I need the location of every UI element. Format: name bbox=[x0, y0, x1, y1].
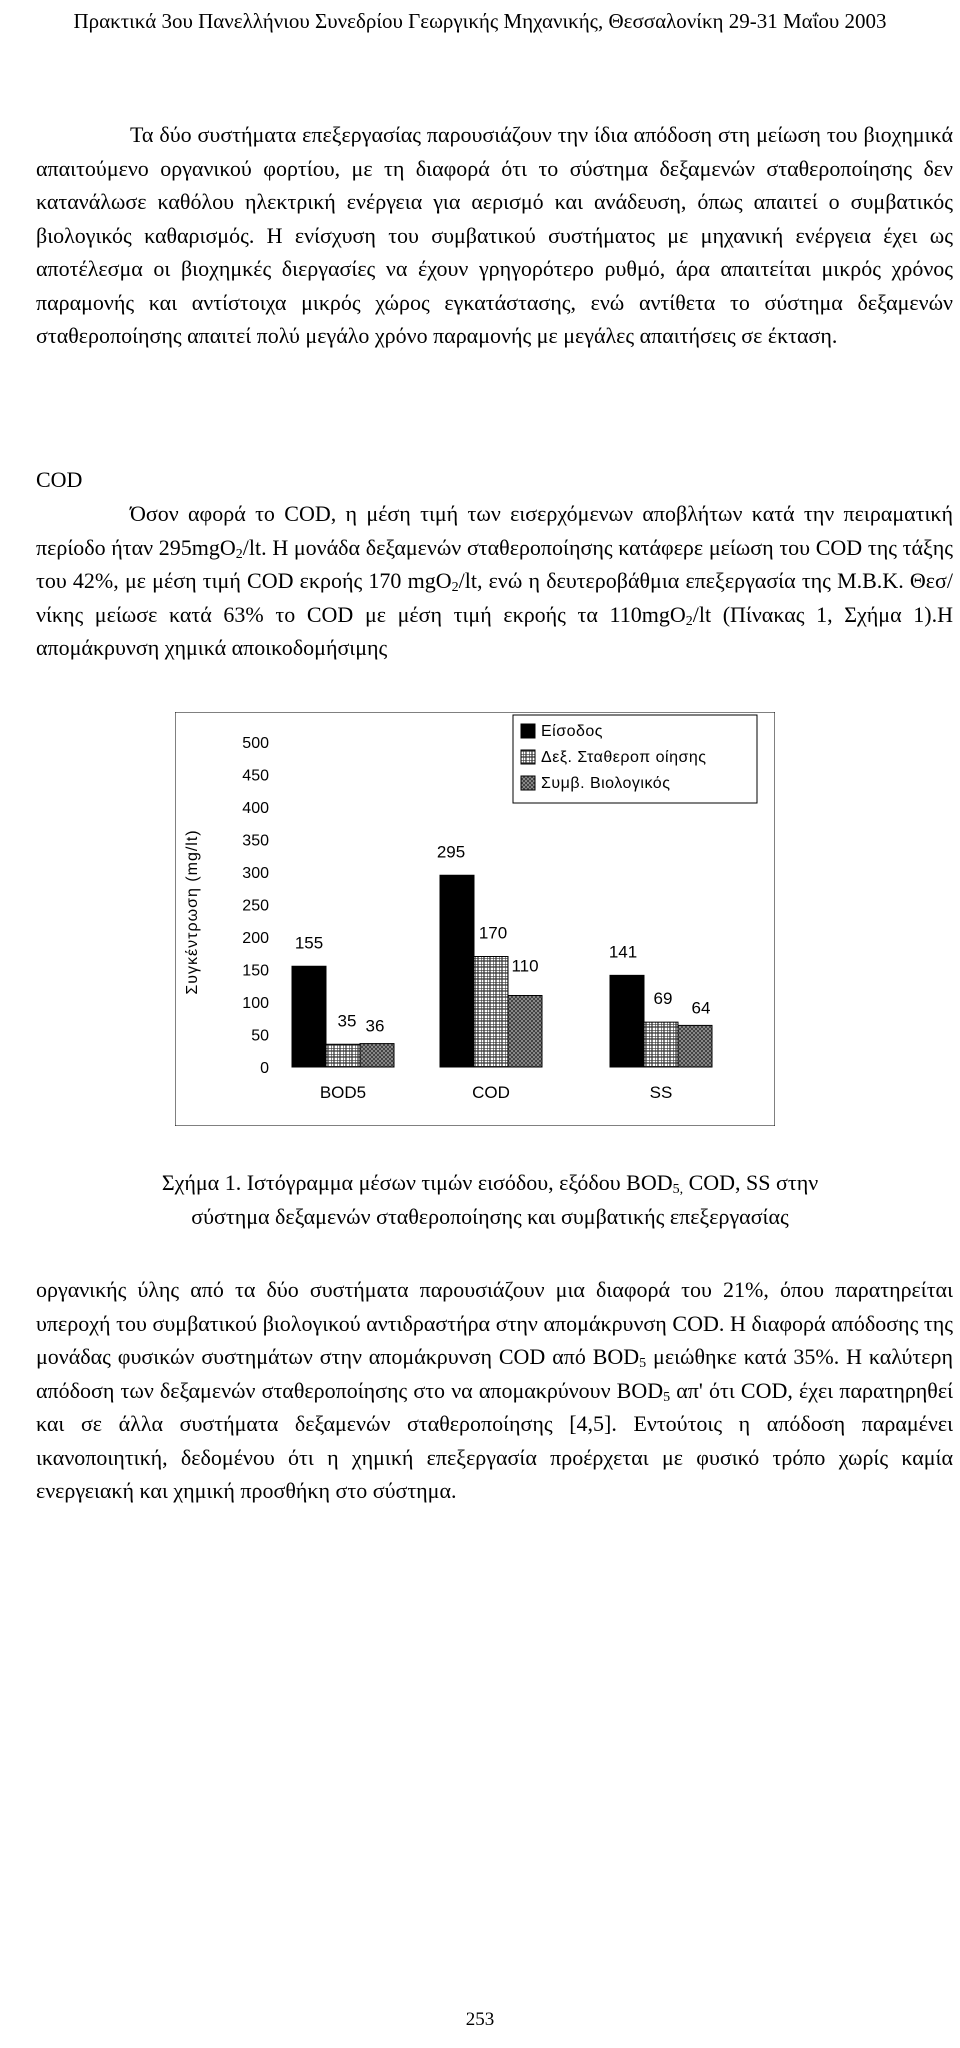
closing-text-2: μειώθηκε κατά 35%. Η καλύτερη απόδοση των δεξαμενών σταθεροποίησης στο να απομακρύνουν BOD bbox=[36, 1344, 953, 1403]
figure-1-chart bbox=[175, 712, 775, 1126]
cod-text-3: /lt, ενώ η δευτεροβάθμια επεξεργασία της Μ.Β.Κ. Θεσ/νίκης μείωσε κατά 63% το COD με μέση τιμή εκροής τα 110mgO bbox=[36, 568, 953, 627]
legend-swatch bbox=[521, 724, 535, 738]
data-label: 141 bbox=[608, 942, 638, 962]
bar-input bbox=[610, 975, 644, 1067]
bar-input bbox=[440, 875, 474, 1067]
closing-paragraph bbox=[36, 1273, 953, 1508]
y-tick-label: 100 bbox=[242, 995, 269, 1012]
caption-text-a: Σχήμα 1. Ιστόγραμμα μέσων τιμών εισόδου, εξόδου BOD bbox=[161, 1170, 673, 1195]
figure-caption bbox=[60, 1166, 920, 1233]
data-label: 69 bbox=[653, 989, 673, 1009]
bar-input bbox=[292, 966, 326, 1067]
subscript-2: 2 bbox=[235, 546, 243, 562]
running-header: Πρακτικά 3ου Πανελλήνιου Συνεδρίου Γεωργικής Μηχανικής, Θεσσαλονίκη 29-31 Μαΐου 2003 bbox=[73, 9, 887, 33]
legend bbox=[513, 715, 757, 803]
y-tick-label: 300 bbox=[242, 865, 269, 882]
data-label: 35 bbox=[337, 1011, 357, 1031]
category-labels bbox=[320, 1083, 672, 1102]
y-tick-label: 500 bbox=[242, 735, 269, 752]
legend-swatch bbox=[521, 776, 535, 790]
intro-paragraph bbox=[36, 118, 953, 353]
subscript-5: 5 bbox=[639, 1356, 647, 1371]
cod-paragraph bbox=[36, 497, 953, 665]
data-label: 36 bbox=[365, 1016, 385, 1036]
y-tick-label: 0 bbox=[260, 1060, 269, 1077]
closing-text-1: οργανικής ύλης από τα δύο συστήματα παρουσιάζουν μια διαφορά του 21%, όπου παρατηρείται υπεροχή του συμβατικού βιολογικού αντιδραστήρα στην απομάκρυνση COD. Η διαφορά απόδοσης της μονάδας φυσικών συστημάτων στην απομάκρυνση COD από BOD bbox=[36, 1277, 953, 1369]
data-label: 295 bbox=[436, 842, 466, 862]
legend-swatch bbox=[521, 750, 535, 764]
y-tick-label: 350 bbox=[242, 832, 269, 850]
caption-line-2: σύστημα δεξαμενών σταθεροποίησης και συμβατικής επεξεργασίας bbox=[191, 1203, 789, 1229]
cod-text-1: Όσον αφορά το COD, η μέση τιμή των εισερχόμενων αποβλήτων κατά την πειραματική περίοδο ήταν 295mgO bbox=[36, 501, 953, 560]
subscript-2: 2 bbox=[451, 580, 459, 595]
y-tick-label: 400 bbox=[242, 800, 269, 817]
subscript-5: 5 bbox=[663, 1389, 671, 1405]
caption-subscript: 5, bbox=[672, 1182, 684, 1197]
y-tick-label: 250 bbox=[242, 897, 269, 915]
y-tick-label: 50 bbox=[251, 1027, 269, 1045]
category-label: SS bbox=[649, 1083, 673, 1102]
category-label: COD bbox=[472, 1083, 510, 1102]
category-label: BOD5 bbox=[319, 1083, 367, 1102]
caption-line-1 bbox=[60, 1166, 920, 1200]
bar-biological bbox=[678, 1025, 712, 1067]
legend-label: Είσοδος bbox=[541, 723, 604, 740]
cod-text-4: /lt (Πίνακας 1, Σχήμα 1).Η απομάκρυνση χημικά αποικοδομήσιμης bbox=[36, 601, 953, 660]
closing-text-3: απ' ότι COD, έχει παρατηρηθεί και σε άλλα συστήματα δεξαμενών σταθεροποίησης [4,5]. Εντούτοις η απόδοση παραμένει ικανοποιητική, δεδομένου ότι η χημική επεξεργασία προέρχεται με φυσικό τρόπο χωρίς καμία ενεργειακή και χημική προσθήκη στο σύστημα. bbox=[36, 1377, 953, 1503]
data-label: 110 bbox=[511, 956, 539, 976]
data-label: 64 bbox=[691, 998, 711, 1018]
bar-biological bbox=[508, 996, 542, 1068]
bar-stabilization bbox=[474, 957, 508, 1068]
section-heading-cod: COD bbox=[36, 467, 83, 492]
bar-stabilization bbox=[644, 1022, 678, 1067]
y-axis-ticks bbox=[242, 735, 269, 1077]
cod-text-2: /lt. Η μονάδα δεξαμενών σταθεροποίησης κατάφερε μείωση του COD της τάξης του 42%, με μέση τιμή COD εκροής 170 mgO bbox=[36, 534, 953, 593]
intro-paragraph-text: Τα δύο συστήματα επεξεργασίας παρουσιάζουν την ίδια απόδοση στη μείωση του βιοχημικά απαιτούμενο οργανικού φορτίου, με τη διαφορά ότι το σύστημα δεξαμενών σταθεροποίησης δεν κατανάλωσε καθόλου ηλεκτρική ενέργεια για αερισμό και ανάδευση, όπως απαιτεί ο συμβατικός βιολογικός καθαρισμός. Η ενίσχυση του συμβατικού συστήματος με μηχανική ενέργεια έχει ως αποτέλεσμα οι βιοχημκές διεργασίες να έχουν γρηγορότερο ρυθμό, άρα απαιτείται μικρός χρόνος παραμονής και αντίστοιχα μικρός χώρος εγκατάστασης, ενώ αντίθετα το σύστημα δεξαμενών σταθεροποίησης απαιτεί πολύ μεγάλο χρόνο παραμονής με μεγάλες απαιτήσεις σε έκταση. bbox=[36, 122, 953, 348]
bar-biological bbox=[360, 1044, 394, 1067]
legend-label: Δεξ. Σταθεροπ οίησης bbox=[541, 749, 707, 766]
bar-stabilization bbox=[326, 1044, 360, 1067]
y-tick-label: 200 bbox=[242, 930, 269, 947]
page-number: 253 bbox=[465, 2009, 495, 2030]
bar-chart bbox=[175, 712, 775, 1126]
legend-label: Συμβ. Βιολογικός bbox=[541, 775, 671, 792]
subscript-2: 2 bbox=[685, 613, 693, 629]
data-label: 170 bbox=[478, 923, 508, 943]
y-tick-label: 450 bbox=[242, 767, 269, 785]
data-label: 155 bbox=[294, 933, 324, 953]
bar-series bbox=[292, 875, 712, 1067]
y-axis-title: Συγκέντρωση (mg/lt) bbox=[184, 829, 201, 995]
caption-text-b: COD, SS στην bbox=[683, 1170, 819, 1195]
y-tick-label: 150 bbox=[242, 962, 269, 980]
